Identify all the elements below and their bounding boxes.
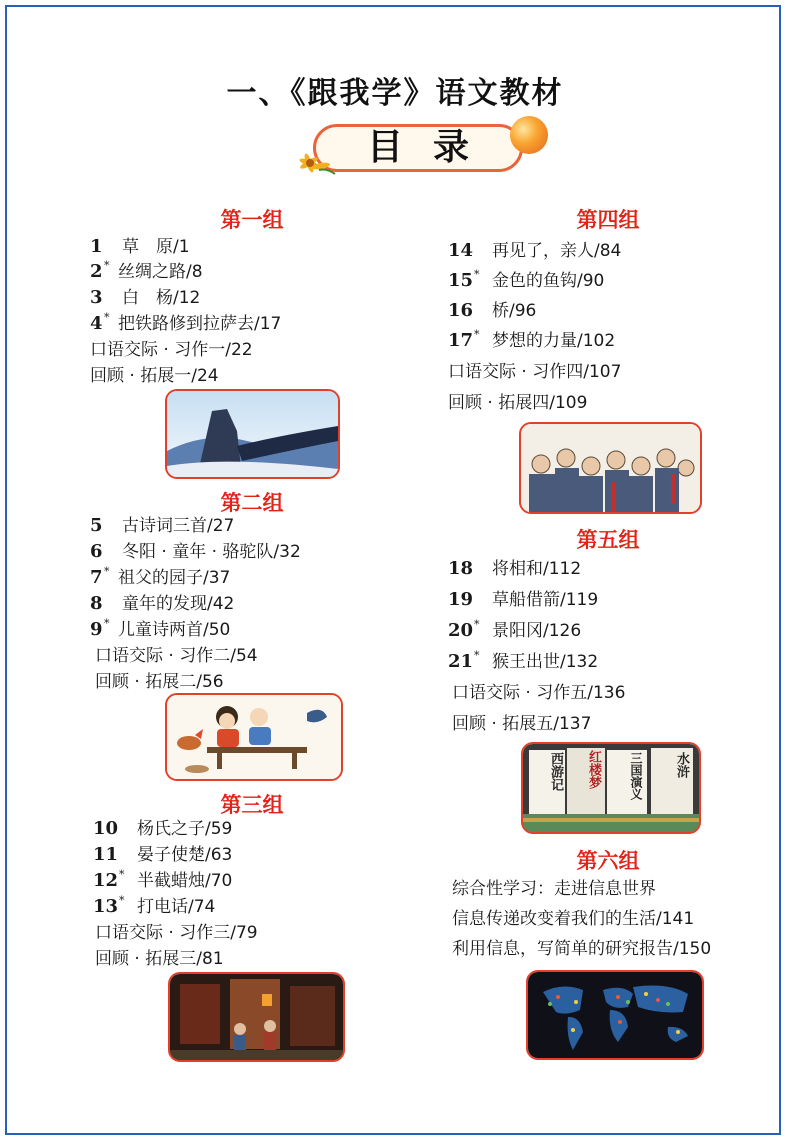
lesson-title: 晏子使楚/63 xyxy=(137,845,233,865)
toc-entry[interactable] xyxy=(95,669,224,695)
lesson-number: 13 xyxy=(93,896,119,917)
book-spine-xiyouji: 西游记 xyxy=(548,752,563,791)
lesson-number: 15 xyxy=(448,270,474,291)
lesson-title: 口语交际 · 习作一/22 xyxy=(90,340,253,360)
star-mark: * xyxy=(104,617,110,630)
lesson-title: 金色的鱼钩/90 xyxy=(492,271,605,291)
toc-entry[interactable] xyxy=(448,298,536,324)
lesson-title: 草船借箭/119 xyxy=(492,590,599,610)
farewell-crowd-illustration xyxy=(521,424,700,512)
lesson-title: 口语交际 · 习作三/79 xyxy=(95,923,258,943)
lesson-title: 杨氏之子/59 xyxy=(137,819,233,839)
lesson-title: 回顾 · 拓展一/24 xyxy=(90,366,219,386)
lesson-number: 6 xyxy=(90,541,103,562)
lesson-title: 回顾 · 拓展四/109 xyxy=(448,393,588,413)
toc-entry[interactable] xyxy=(93,816,232,842)
childhood-illustration xyxy=(167,695,341,779)
lesson-title: 打电话/74 xyxy=(137,897,216,917)
lesson-title: 回顾 · 拓展二/56 xyxy=(95,672,224,692)
toc-entry[interactable] xyxy=(448,359,621,385)
lesson-title: 童年的发现/42 xyxy=(122,594,235,614)
toc-entry[interactable] xyxy=(95,643,258,669)
orange-ball-icon xyxy=(510,116,548,154)
toc-entry[interactable] xyxy=(90,285,200,311)
toc-entry[interactable] xyxy=(452,906,694,932)
toc-entry[interactable] xyxy=(90,565,230,591)
lesson-number: 3 xyxy=(90,287,103,308)
lesson-number: 19 xyxy=(448,589,474,610)
lesson-number: 7 xyxy=(90,567,103,588)
toc-entry[interactable] xyxy=(448,649,598,675)
lesson-number: 5 xyxy=(90,515,103,536)
toc-entry[interactable] xyxy=(448,268,604,294)
classic-novels-picture xyxy=(521,742,701,834)
lesson-title: 将相和/112 xyxy=(492,559,582,579)
toc-entry[interactable] xyxy=(90,617,230,643)
lesson-title: 猴王出世/132 xyxy=(492,652,599,672)
toc-entry[interactable] xyxy=(452,936,711,962)
lesson-number: 11 xyxy=(93,844,119,865)
lesson-title: 祖父的园子/37 xyxy=(118,568,231,588)
group-title-4: 第四组 xyxy=(576,208,640,232)
lesson-title: 古诗词三首/27 xyxy=(122,516,235,536)
star-mark: * xyxy=(119,894,125,907)
star-mark: * xyxy=(119,868,125,881)
lesson-title: 儿童诗两首/50 xyxy=(118,620,231,640)
lesson-number: 9 xyxy=(90,619,103,640)
toc-entry[interactable] xyxy=(95,946,224,972)
toc-entry[interactable] xyxy=(93,894,215,920)
group-title-6: 第六组 xyxy=(576,849,640,873)
lesson-number: 18 xyxy=(448,558,474,579)
toc-entry[interactable] xyxy=(452,680,625,706)
lesson-number: 1 xyxy=(90,236,103,257)
group-title-3: 第三组 xyxy=(220,793,284,817)
lesson-title: 丝绸之路/8 xyxy=(118,262,203,282)
toc-entry[interactable] xyxy=(93,842,232,868)
lesson-number: 2 xyxy=(90,261,103,282)
toc-banner xyxy=(305,120,530,180)
toc-entry[interactable] xyxy=(90,591,234,617)
lesson-title: 梦想的力量/102 xyxy=(492,331,616,351)
lesson-number: 4 xyxy=(90,313,103,334)
toc-entry[interactable] xyxy=(90,539,301,565)
toc-entry[interactable] xyxy=(448,238,621,264)
toc-entry[interactable] xyxy=(90,311,281,337)
lesson-number: 21 xyxy=(448,651,474,672)
book-spine-shuihu: 水浒 xyxy=(674,752,689,778)
lesson-title: 利用信息，写简单的研究报告/150 xyxy=(452,939,712,959)
lesson-title: 景阳冈/126 xyxy=(492,621,582,641)
lesson-number: 17 xyxy=(448,330,474,351)
toc-entry[interactable] xyxy=(448,390,587,416)
book-spine-hongloumeng: 红楼梦 xyxy=(586,750,601,789)
lesson-title: 口语交际 · 习作五/136 xyxy=(452,683,626,703)
star-mark: * xyxy=(104,311,110,324)
book-spine-sanguo: 三国演义 xyxy=(629,752,643,800)
lesson-title: 信息传递改变着我们的生活/141 xyxy=(452,909,695,929)
lesson-number: 10 xyxy=(93,818,119,839)
flower-icon xyxy=(297,148,337,178)
lesson-number: 12 xyxy=(93,870,119,891)
lesson-title: 把铁路修到拉萨去/17 xyxy=(118,314,282,334)
group-title-5: 第五组 xyxy=(576,528,640,552)
star-mark: * xyxy=(104,259,110,272)
lesson-title: 综合性学习：走进信息世界 xyxy=(452,879,656,899)
lesson-title: 回顾 · 拓展五/137 xyxy=(452,714,592,734)
great-wall-illustration xyxy=(167,391,338,477)
lesson-number: 20 xyxy=(448,620,474,641)
toc-entry[interactable] xyxy=(90,363,219,389)
toc-entry[interactable] xyxy=(448,587,598,613)
toc-entry[interactable] xyxy=(90,234,190,260)
lesson-title: 口语交际 · 习作四/107 xyxy=(448,362,622,382)
farewell-crowd-picture xyxy=(519,422,702,514)
lesson-number: 14 xyxy=(448,240,474,261)
world-map-picture xyxy=(526,970,704,1060)
star-mark: * xyxy=(474,618,480,631)
toc-entry[interactable] xyxy=(448,328,615,354)
toc-entry[interactable] xyxy=(95,920,258,946)
world-map-illustration xyxy=(528,972,702,1058)
lesson-title: 再见了，亲人/84 xyxy=(492,241,622,261)
street-scene-picture xyxy=(168,972,345,1062)
lesson-title: 白 杨/12 xyxy=(122,288,201,308)
toc-entry[interactable] xyxy=(452,711,591,737)
street-scene-illustration xyxy=(170,974,343,1060)
lesson-title: 口语交际 · 习作二/54 xyxy=(95,646,258,666)
toc-entry[interactable] xyxy=(90,259,203,285)
lesson-title: 桥/96 xyxy=(492,301,537,321)
lesson-title: 回顾 · 拓展三/81 xyxy=(95,949,224,969)
lesson-title: 冬阳 · 童年 · 骆驼队/32 xyxy=(122,542,301,562)
toc-label: 目录 xyxy=(366,127,499,168)
book-title: 一、《跟我学》语文教材 xyxy=(226,76,564,111)
great-wall-picture xyxy=(165,389,340,479)
toc-entry[interactable] xyxy=(90,513,234,539)
lesson-number: 8 xyxy=(90,593,103,614)
star-mark: * xyxy=(474,649,480,662)
group-title-2: 第二组 xyxy=(220,491,284,515)
toc-entry[interactable] xyxy=(448,618,581,644)
group-title-1: 第一组 xyxy=(220,208,284,232)
star-mark: * xyxy=(474,328,480,341)
star-mark: * xyxy=(474,268,480,281)
toc-entry[interactable] xyxy=(90,337,253,363)
lesson-title: 半截蜡烛/70 xyxy=(137,871,233,891)
star-mark: * xyxy=(104,565,110,578)
lesson-number: 16 xyxy=(448,300,474,321)
toc-entry[interactable] xyxy=(448,556,581,582)
toc-entry[interactable] xyxy=(93,868,232,894)
toc-entry[interactable] xyxy=(452,876,656,902)
childhood-picture xyxy=(165,693,343,781)
lesson-title: 草 原/1 xyxy=(122,237,190,257)
